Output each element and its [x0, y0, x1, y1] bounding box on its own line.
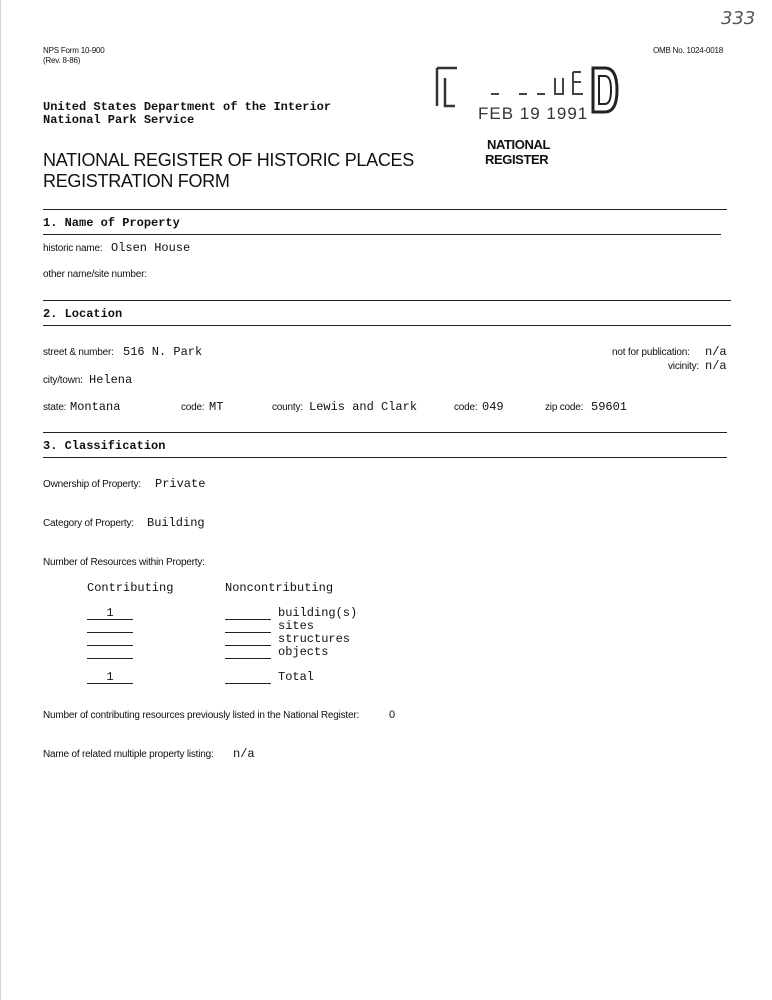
state-code-value: MT — [209, 400, 224, 414]
total-contributing-blank — [87, 683, 133, 684]
resource-type: objects — [278, 645, 329, 659]
noncontributing-header: Noncontributing — [225, 581, 334, 595]
handwritten-page-number: 333 — [721, 8, 756, 29]
street-value: 516 N. Park — [123, 345, 203, 359]
historic-name-value: Olsen House — [111, 241, 191, 255]
county-label: county: — [272, 402, 303, 413]
state-value: Montana — [70, 400, 121, 414]
total-contributing: 1 — [106, 670, 114, 684]
stamp-date: FEB 19 1991 — [478, 104, 589, 123]
zip-value: 59601 — [591, 400, 628, 414]
department-name: United States Department of the Interior — [43, 100, 332, 114]
other-name-label: other name/site number: — [43, 269, 147, 280]
stamp-line-national: NATIONAL — [487, 137, 550, 152]
not-for-publication-value: n/a — [705, 345, 727, 359]
total-label: Total — [278, 670, 315, 684]
noncontributing-blank — [225, 632, 271, 633]
noncontributing-blank — [225, 619, 271, 620]
contributing-blank — [87, 645, 133, 646]
stamp-line-register: REGISTER — [485, 152, 549, 167]
section2-heading: 2. Location — [43, 307, 123, 321]
contributing-blank — [87, 658, 133, 659]
historic-name-label: historic name: — [43, 243, 103, 254]
section3-heading: 3. Classification — [43, 439, 166, 453]
section2-bottom-rule — [43, 325, 731, 326]
not-for-publication-label: not for publication: — [612, 347, 690, 358]
category-value: Building — [147, 516, 205, 530]
county-code-value: 049 — [482, 400, 504, 414]
resources-label: Number of Resources within Property: — [43, 557, 205, 568]
contributing-header: Contributing — [87, 581, 174, 595]
section1-top-rule — [43, 209, 727, 210]
previously-listed-value: 0 — [389, 709, 396, 721]
form-revision: (Rev. 8-86) — [43, 56, 81, 65]
total-noncontributing-blank — [225, 683, 271, 684]
resource-type: structures — [278, 632, 351, 646]
resource-type: building(s) — [278, 606, 358, 620]
county-value: Lewis and Clark — [309, 400, 418, 414]
section3-bottom-rule — [43, 457, 727, 458]
street-label: street & number: — [43, 347, 114, 358]
zip-label: zip code: — [545, 402, 584, 413]
state-code-label: code: — [181, 402, 205, 413]
multiple-listing-label: Name of related multiple property listing: — [43, 749, 214, 760]
category-label: Category of Property: — [43, 518, 134, 529]
noncontributing-blank — [225, 645, 271, 646]
form-number: NPS Form 10-900 — [43, 46, 105, 55]
city-value: Helena — [89, 373, 133, 387]
city-label: city/town: — [43, 375, 83, 386]
section1-heading: 1. Name of Property — [43, 216, 180, 230]
ownership-label: Ownership of Property: — [43, 479, 141, 490]
multiple-listing-value: n/a — [233, 747, 255, 761]
contributing-blank — [87, 632, 133, 633]
vicinity-value: n/a — [705, 359, 727, 373]
form-title-line2: REGISTRATION FORM — [43, 171, 230, 191]
section2-top-rule — [43, 300, 731, 301]
omb-number: OMB No. 1024-0018 — [653, 46, 723, 55]
service-name: National Park Service — [43, 113, 195, 127]
vicinity-label: vicinity: — [668, 361, 699, 372]
noncontributing-blank — [225, 658, 271, 659]
section1-bottom-rule — [43, 234, 721, 235]
resource-type: sites — [278, 619, 315, 633]
section3-top-rule — [43, 432, 727, 433]
contributing-count: 1 — [106, 606, 114, 620]
previously-listed-label: Number of contributing resources previously listed in the National Register: — [43, 710, 360, 721]
contributing-blank — [87, 619, 133, 620]
state-label: state: — [43, 402, 67, 413]
county-code-label: code: — [454, 402, 478, 413]
ownership-value: Private — [155, 477, 206, 491]
form-title-line1: NATIONAL REGISTER OF HISTORIC PLACES — [43, 150, 414, 170]
